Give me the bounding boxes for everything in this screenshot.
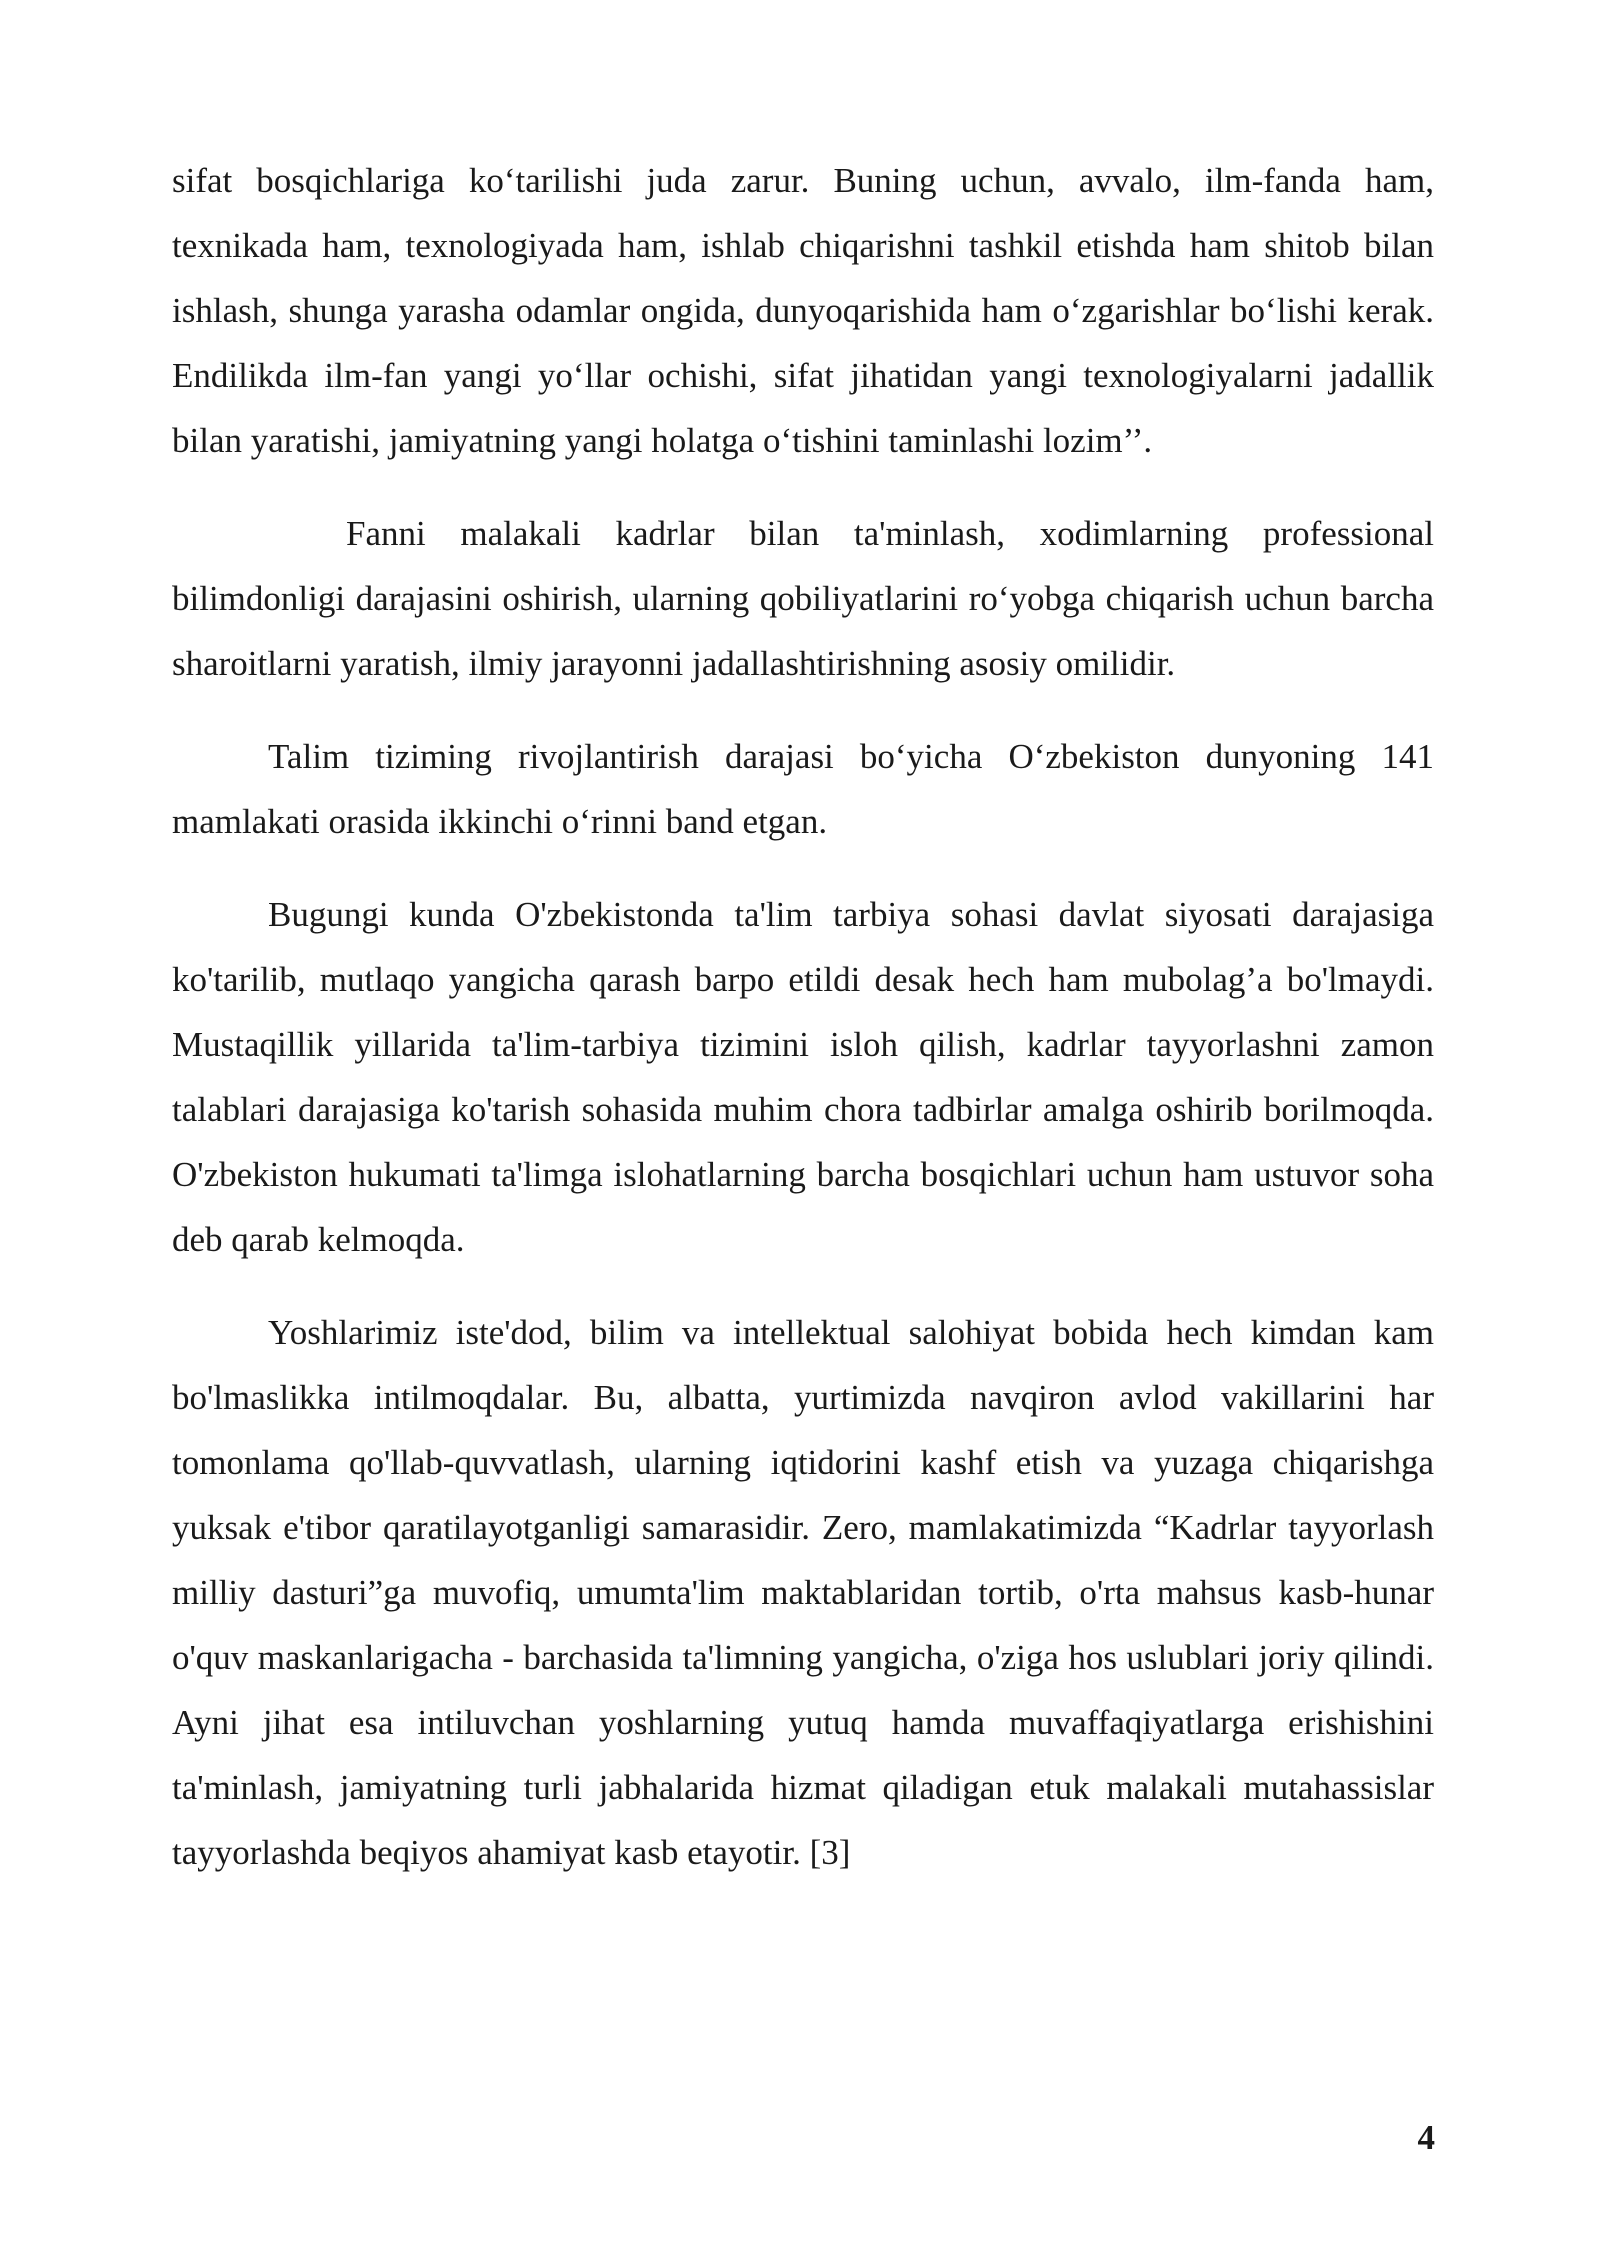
paragraph-3: Talim tiziming rivojlantirish darajasi bo‘yicha O‘zbekiston dunyoning 141 mamlakati orasida ikkinchi o‘rinni band etgan. bbox=[172, 737, 1434, 841]
paragraph-2: Fanni malakali kadrlar bilan ta'minlash, xodimlarning professional bilimdonligi darajasini oshirish, ularning qobiliyatlarini ro‘yobga chiqarish uchun barcha sharoitlarni yaratish, ilmiy jarayonni jadallashtirishning asosiy omilidir. bbox=[172, 514, 1434, 683]
paragraph-5: Yoshlarimiz iste'dod, bilim va intellektual salohiyat bobida hech kimdan kam bo'lmaslikka intilmoqdalar. Bu, albatta, yurtimizda navqiron avlod vakillarini har tomonlama qo'llab-quvvatlash, ularning iqtidorini kashf etish va yuzaga chiqarishga yuksak e'tibor qaratilayotganligi samarasidir. Zero, mamlakatimizda “Kadrlar tayyorlash milliy dasturi”ga muvofiq, umumta'lim maktablaridan tortib, o'rta mahsus kasb-hunar o'quv maskanlarigacha - barchasida ta'limning yangicha, o'ziga hos uslublari joriy qilindi. Ayni jihat esa intiluvchan yoshlarning yutuq hamda muvaffaqiyatlarga erishishini ta'minlash, jamiyatning turli jabhalarida hizmat qiladigan etuk malakali mutahassislar tayyorlashda beqiyos ahamiyat kasb etayotir. [3] bbox=[172, 1313, 1434, 1872]
paragraph-4: Bugungi kunda O'zbekistonda ta'lim tarbiya sohasi davlat siyosati darajasiga ko'tarilib, mutlaqo yangicha qarash barpo etildi desak hech ham mubolag’a bo'lmaydi. Mustaqillik yillarida ta'lim-tarbiya tizimini isloh qilish, kadrlar tayyorlashni zamon talablari darajasiga ko'tarish sohasida muhim chora tadbirlar amalga oshirib borilmoqda. O'zbekiston hukumati ta'limga islohatlarning barcha bosqichlari uchun ham ustuvor soha deb qarab kelmoqda. bbox=[172, 895, 1434, 1259]
document-body bbox=[172, 148, 1434, 1885]
paragraph-1: sifat bosqichlariga ko‘tarilishi juda zarur. Buning uchun, avvalo, ilm-fanda ham, texnikada ham, texnologiyada ham, ishlab chiqarishni tashkil etishda ham shitob bilan ishlash, shunga yarasha odamlar ongida, dunyoqarishida ham o‘zgarishlar bo‘lishi kerak. Endilikda ilm-fan yangi yo‘llar ochishi, sifat jihatidan yangi texnologiyalarni jadallik bilan yaratishi, jamiyatning yangi holatga o‘tishini taminlashi lozim’’. bbox=[172, 161, 1434, 460]
page-number: 4 bbox=[1417, 2118, 1435, 2157]
